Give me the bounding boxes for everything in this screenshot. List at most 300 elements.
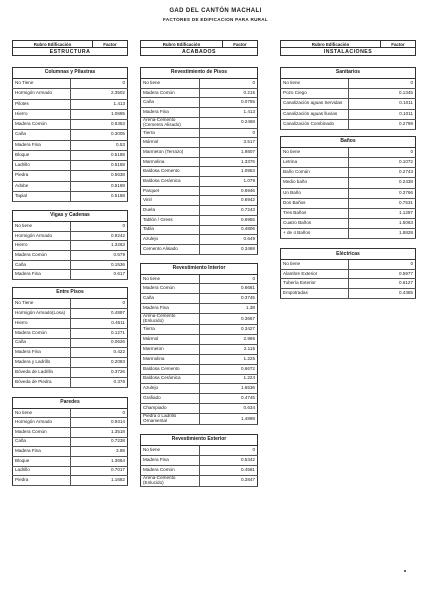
table-row <box>281 218 416 228</box>
table-header-row <box>13 288 128 299</box>
table-title: Revestimiento Interior <box>141 263 258 274</box>
rubro-cell: Empotradas <box>281 288 349 298</box>
factor-cell: 1.413 <box>70 99 128 109</box>
rubro-cell: Caña <box>13 437 71 447</box>
table-row <box>281 79 416 89</box>
rubro-cell: Madera Fina <box>141 108 200 118</box>
factor-cell: 0.3745 <box>199 294 258 304</box>
factor-cell: 0.5342 <box>199 455 258 465</box>
rubro-cell: No tiene <box>141 445 200 455</box>
factor-cell: 0 <box>70 222 128 232</box>
table-row <box>141 225 258 235</box>
table-row <box>13 130 128 140</box>
factor-cell: 0.7017 <box>70 466 128 476</box>
table-row <box>13 251 128 261</box>
rubro-cell: Marmeton (Terrazo) <box>141 148 200 158</box>
rubro-cell: Pilotes <box>13 99 71 109</box>
table-row <box>141 244 258 254</box>
table-row <box>141 344 258 354</box>
factor-cell: 0.0755 <box>199 98 258 108</box>
section-title: ACABADOS <box>140 48 258 56</box>
rubro-cell: Hierro <box>13 318 71 328</box>
factor-cell: 0.2743 <box>348 168 416 178</box>
rubro-cell: Cemento Alisado <box>141 244 200 254</box>
table-header-row <box>141 263 258 274</box>
rubro-cell: Madera y Ladrillo <box>13 358 71 368</box>
factor-cell: 0.3005 <box>70 130 128 140</box>
rubro-cell: No tiene <box>141 79 200 89</box>
factor-cell: 0.2468 <box>199 117 258 128</box>
rubro-cell: Marmeton <box>141 344 200 354</box>
factor-cell: 0.4611 <box>70 318 128 328</box>
table-row <box>281 229 416 239</box>
table-row <box>13 328 128 338</box>
factor-cell: 0.3726 <box>70 368 128 378</box>
factor-cell: 0.6942 <box>199 196 258 206</box>
document-title: GAD DEL CANTÓN MACHALI <box>169 8 262 14</box>
header-factor-label: Factor <box>380 41 415 47</box>
rubro-cell: Piedra o Ladrillo Ornamental <box>141 414 200 425</box>
factor-cell: 0.6955 <box>199 215 258 225</box>
table-row <box>13 377 128 387</box>
table-row <box>141 455 258 465</box>
rubro-cell: No Tiene <box>13 299 71 309</box>
rubro-cell: Canalización aguas Servidas <box>281 99 349 109</box>
table-row <box>13 181 128 191</box>
table-row <box>141 215 258 225</box>
rubro-cell: Pozo Ciego <box>281 89 349 99</box>
factor-cell: 0.7531 <box>348 198 416 208</box>
table-title: Baños <box>281 136 416 147</box>
factor-cell: 0.7238 <box>70 437 128 447</box>
rubro-cell: Marmolina <box>141 157 200 167</box>
header-factor-label: Factor <box>92 41 127 47</box>
factor-cell: 1.3518 <box>70 428 128 438</box>
rubro-cell: Canalización aguas lluvias <box>281 109 349 119</box>
rubro-cell: Hormigón Armado(Losa) <box>13 308 71 318</box>
factor-cell: 3.88 <box>70 447 128 457</box>
factor-cell: 0.1011 <box>348 99 416 109</box>
table-row <box>13 191 128 201</box>
factor-cell: 0 <box>348 147 416 157</box>
column-acabados <box>140 40 258 487</box>
table-header-row <box>13 397 128 408</box>
table-title: Paredes <box>13 397 128 408</box>
rubro-cell: Arena-Cemento (Enlucido) <box>141 475 200 486</box>
rubro-cell: Tres Baños <box>281 208 349 218</box>
rubro-cell: Baño Común <box>281 168 349 178</box>
table-row <box>13 456 128 466</box>
rubro-cell: Hormigón Armado <box>13 418 71 428</box>
table-row <box>281 147 416 157</box>
factor-cell: 0.4745 <box>199 394 258 404</box>
document-subtitle: FACTORES DE EDIFICACION PARA RURAL <box>162 17 269 22</box>
header-factor-label: Factor <box>222 41 257 47</box>
factor-cell: 0 <box>70 79 128 89</box>
factor-cell: 0 <box>199 79 258 89</box>
rubro-cell: Ladrillo <box>13 161 71 171</box>
rubro-cell: Bloque <box>13 456 71 466</box>
table-row <box>281 168 416 178</box>
table-header-row <box>141 68 258 79</box>
header-rubro-label: Rubro Edificación <box>33 41 72 47</box>
column-header <box>140 40 258 48</box>
factor-table <box>140 67 258 255</box>
table-row <box>13 338 128 348</box>
factor-cell: 0.3667 <box>199 314 258 325</box>
factor-cell: 0.9242 <box>70 231 128 241</box>
factor-cell: 0.6946 <box>199 186 258 196</box>
factor-cell: 1.3263 <box>70 241 128 251</box>
factor-cell: 0.215 <box>199 88 258 98</box>
table-header-row <box>141 434 258 445</box>
table-row <box>141 294 258 304</box>
rubro-cell: Parquet <box>141 186 200 196</box>
factor-cell: 0.4897 <box>70 308 128 318</box>
factor-cell: 1.413 <box>199 108 258 118</box>
rubro-cell: Marmolina <box>141 354 200 364</box>
rubro-cell: No tiene <box>141 274 200 284</box>
factor-cell: 0.1271 <box>70 328 128 338</box>
rubro-cell: Cuatro Baños <box>281 218 349 228</box>
rubro-cell: Piedra <box>13 171 71 181</box>
factor-cell: 0.634 <box>199 404 258 414</box>
table-row <box>141 167 258 177</box>
factor-cell: 0.7243 <box>199 206 258 216</box>
table-row <box>141 128 258 138</box>
table-row <box>13 466 128 476</box>
factor-cell: 1.0685 <box>70 109 128 119</box>
factor-cell: 0.3468 <box>199 244 258 254</box>
factor-cell: 0 <box>199 445 258 455</box>
table-row <box>13 348 128 358</box>
factor-cell: 1.5063 <box>348 218 416 228</box>
factor-table <box>280 136 416 239</box>
factor-cell: 1.1297 <box>348 208 416 218</box>
rubro-cell: Baldosa Cerámica <box>141 177 200 187</box>
table-row <box>281 89 416 99</box>
table-row <box>141 138 258 148</box>
table-header-row <box>13 68 128 79</box>
table-row <box>13 299 128 309</box>
header-rubro-label: Rubro Edificación <box>162 41 201 47</box>
factor-cell: 0.649 <box>199 235 258 245</box>
factor-cell: 1.6536 <box>199 384 258 394</box>
rubro-cell: Ladrillo <box>13 466 71 476</box>
rubro-cell: Caña <box>13 130 71 140</box>
header-rubro-label: Rubro Edificación <box>311 41 350 47</box>
table-title: Revestimiento Exterior <box>141 434 258 445</box>
factor-cell: 0.1072 <box>348 158 416 168</box>
factor-cell: 0.2847 <box>199 475 258 486</box>
factor-cell: 1.8828 <box>348 229 416 239</box>
factor-cell: 0.4365 <box>348 288 416 298</box>
rubro-cell: Arena-Cemento (Cemento Alisado) <box>141 117 200 128</box>
factor-cell: 1.1682 <box>70 476 128 486</box>
factor-cell: 0.579 <box>70 251 128 261</box>
factor-cell: 0.2438 <box>348 178 416 188</box>
table-header-row <box>281 68 416 79</box>
factor-cell: 0 <box>348 260 416 270</box>
rubro-cell: No tiene <box>281 260 349 270</box>
table-row <box>281 99 416 109</box>
table-row <box>13 109 128 119</box>
factor-cell: 0.3766 <box>348 188 416 198</box>
table-row <box>13 270 128 280</box>
rubro-cell: Arena-Cemento (Enlucido) <box>141 314 200 325</box>
table-row <box>141 148 258 158</box>
factor-cell: 0.5188 <box>70 150 128 160</box>
table-row <box>141 186 258 196</box>
table-row <box>141 354 258 364</box>
factor-cell: 0.5188 <box>70 191 128 201</box>
table-row <box>13 171 128 181</box>
factor-table <box>280 67 416 130</box>
table-row <box>13 318 128 328</box>
factor-cell: 0.2083 <box>70 358 128 368</box>
factor-cell: 0.4806 <box>199 225 258 235</box>
rubro-cell: Azulejo <box>141 235 200 245</box>
table-row <box>13 368 128 378</box>
rubro-cell: Madera Común <box>141 88 200 98</box>
rubro-cell: Azulejo <box>141 384 200 394</box>
factor-cell: 0.6681 <box>199 284 258 294</box>
table-title: Revestimiento de Pisos <box>141 68 258 79</box>
rubro-cell: No tiene <box>281 147 349 157</box>
rubro-cell: Tapial <box>13 191 71 201</box>
table-row <box>141 364 258 374</box>
factor-cell: 1.3376 <box>199 157 258 167</box>
table-row <box>141 475 258 486</box>
factor-cell: 0.617 <box>70 270 128 280</box>
table-row <box>13 79 128 89</box>
rubro-cell: Caña <box>13 338 71 348</box>
factor-cell: 1.4898 <box>199 414 258 425</box>
rubro-cell: Grafiado <box>141 394 200 404</box>
factor-cell: 3.517 <box>199 138 258 148</box>
rubro-cell: Un Baño <box>281 188 349 198</box>
table-row <box>141 465 258 475</box>
rubro-cell: Dos Baños <box>281 198 349 208</box>
table-row <box>281 109 416 119</box>
factor-cell: 0.1011 <box>348 109 416 119</box>
factor-cell: 1.0953 <box>199 167 258 177</box>
rubro-cell: Tubería Exterior <box>281 279 349 289</box>
factor-cell: 0.53 <box>70 140 128 150</box>
rubro-cell: Vinil <box>141 196 200 206</box>
table-row <box>13 140 128 150</box>
table-row <box>13 231 128 241</box>
table-row <box>13 89 128 99</box>
table-row <box>141 445 258 455</box>
table-row <box>281 119 416 129</box>
table-title: Vigas y Cadenas <box>13 211 128 222</box>
factor-cell: 1.224 <box>199 374 258 384</box>
factor-table <box>12 67 128 202</box>
rubro-cell: Canalización Combinado <box>281 119 349 129</box>
table-row <box>141 394 258 404</box>
factor-cell: 0.5188 <box>70 161 128 171</box>
factor-table <box>12 397 128 486</box>
factor-cell: 0 <box>348 79 416 89</box>
table-title: Entre Pisos <box>13 288 128 299</box>
rubro-cell: Piedra <box>13 476 71 486</box>
table-row <box>141 108 258 118</box>
table-row <box>141 235 258 245</box>
table-row <box>141 157 258 167</box>
rubro-cell: Tierra <box>141 128 200 138</box>
table-row <box>13 308 128 318</box>
column-estructura <box>12 40 128 486</box>
rubro-cell: Baldosa Cemento <box>141 364 200 374</box>
factor-cell: 2.995 <box>199 334 258 344</box>
table-header-row <box>13 211 128 222</box>
table-header-row <box>281 249 416 260</box>
rubro-cell: Madera Común <box>13 428 71 438</box>
table-row <box>141 177 258 187</box>
rubro-cell: Bóveda de Piedra <box>13 377 71 387</box>
table-row <box>141 88 258 98</box>
rubro-cell: No Tiene <box>13 79 71 89</box>
factor-cell: 0.4581 <box>199 465 258 475</box>
table-row <box>281 288 416 298</box>
table-row <box>281 198 416 208</box>
table-row <box>13 418 128 428</box>
factor-cell: 0.376 <box>70 377 128 387</box>
factor-cell: 2.3502 <box>70 89 128 99</box>
rubro-cell: Caña <box>141 294 200 304</box>
factor-cell: 2.115 <box>199 344 258 354</box>
factor-cell: 0 <box>199 128 258 138</box>
table-row <box>141 414 258 425</box>
factor-cell: 0.5977 <box>348 269 416 279</box>
table-title: Columnas y Pilastras <box>13 68 128 79</box>
table-row <box>141 206 258 216</box>
rubro-cell: No tiene <box>13 222 71 232</box>
table-row <box>13 260 128 270</box>
table-row <box>141 334 258 344</box>
rubro-cell: No tiene <box>281 79 349 89</box>
rubro-cell: Mármol <box>141 138 200 148</box>
table-row <box>13 428 128 438</box>
rubro-cell: Adobe <box>13 181 71 191</box>
table-row <box>141 98 258 108</box>
rubro-cell: Tierra <box>141 325 200 335</box>
factor-cell: 0 <box>70 299 128 309</box>
rubro-cell: Madera Fina <box>13 348 71 358</box>
table-row <box>141 304 258 314</box>
table-row <box>281 208 416 218</box>
table-row <box>141 374 258 384</box>
table-row <box>13 150 128 160</box>
rubro-cell: Madera Fina <box>141 304 200 314</box>
factor-cell: 0 <box>199 274 258 284</box>
rubro-cell: Tabla <box>141 225 200 235</box>
rubro-cell: Bloque <box>13 150 71 160</box>
rubro-cell: Madera Común <box>13 120 71 130</box>
table-row <box>141 274 258 284</box>
table-row <box>281 269 416 279</box>
rubro-cell: Madera Común <box>13 328 71 338</box>
table-row <box>13 447 128 457</box>
factor-table <box>280 248 416 298</box>
table-row <box>281 178 416 188</box>
rubro-cell: Baldosa Cerámica <box>141 374 200 384</box>
section-title: INSTALACIONES <box>280 48 416 56</box>
table-row <box>13 99 128 109</box>
page-mark <box>404 570 406 572</box>
rubro-cell: Hierro <box>13 241 71 251</box>
rubro-cell: No tiene <box>13 408 71 418</box>
table-row <box>141 117 258 128</box>
table-row <box>13 241 128 251</box>
table-row <box>281 188 416 198</box>
table-row <box>13 476 128 486</box>
rubro-cell: + de 4 Baños <box>281 229 349 239</box>
rubro-cell: Madera Común <box>13 251 71 261</box>
rubro-cell: Tablón / Gress <box>141 215 200 225</box>
factor-cell: 0 <box>70 408 128 418</box>
rubro-cell: Caña <box>13 260 71 270</box>
factor-cell: 0.2799 <box>348 119 416 129</box>
rubro-cell: Hierro <box>13 109 71 119</box>
table-row <box>141 196 258 206</box>
rubro-cell: Madera Común <box>141 284 200 294</box>
column-header <box>12 40 128 48</box>
rubro-cell: Champiado <box>141 404 200 414</box>
table-title: Sanitarios <box>281 68 416 79</box>
rubro-cell: Madera Fina <box>13 140 71 150</box>
table-row <box>281 260 416 270</box>
factor-cell: 0.6353 <box>70 120 128 130</box>
table-row <box>141 284 258 294</box>
factor-table <box>140 263 258 425</box>
column-instalaciones <box>280 40 416 299</box>
table-row <box>141 404 258 414</box>
table-row <box>13 437 128 447</box>
table-row <box>141 384 258 394</box>
table-header-row <box>281 136 416 147</box>
table-row <box>13 222 128 232</box>
rubro-cell: Madera Fina <box>13 270 71 280</box>
rubro-cell: Duela <box>141 206 200 216</box>
factor-cell: 0.5188 <box>70 181 128 191</box>
rubro-cell: Mármol <box>141 334 200 344</box>
rubro-cell: Hormigón Armado <box>13 89 71 99</box>
rubro-cell: Madera Fina <box>13 447 71 457</box>
table-row <box>281 279 416 289</box>
rubro-cell: Medio baño <box>281 178 349 188</box>
factor-cell: 1.3664 <box>70 456 128 466</box>
rubro-cell: Caña <box>141 98 200 108</box>
rubro-cell: Madera Común <box>141 465 200 475</box>
factor-cell: 1.225 <box>199 354 258 364</box>
factor-cell: 0.422 <box>70 348 128 358</box>
table-row <box>281 158 416 168</box>
factor-cell: 1.9807 <box>199 148 258 158</box>
factor-cell: 0.1536 <box>70 260 128 270</box>
factor-cell: 0.5638 <box>70 171 128 181</box>
rubro-cell: Hormigón Armado <box>13 231 71 241</box>
rubro-cell: Letrina <box>281 158 349 168</box>
factor-cell: 0.6127 <box>348 279 416 289</box>
column-header <box>280 40 416 48</box>
section-title: ESTRUCTURA <box>12 48 128 56</box>
table-row <box>141 79 258 89</box>
table-row <box>141 325 258 335</box>
rubro-cell: Baldosa Cemento <box>141 167 200 177</box>
table-row <box>141 314 258 325</box>
